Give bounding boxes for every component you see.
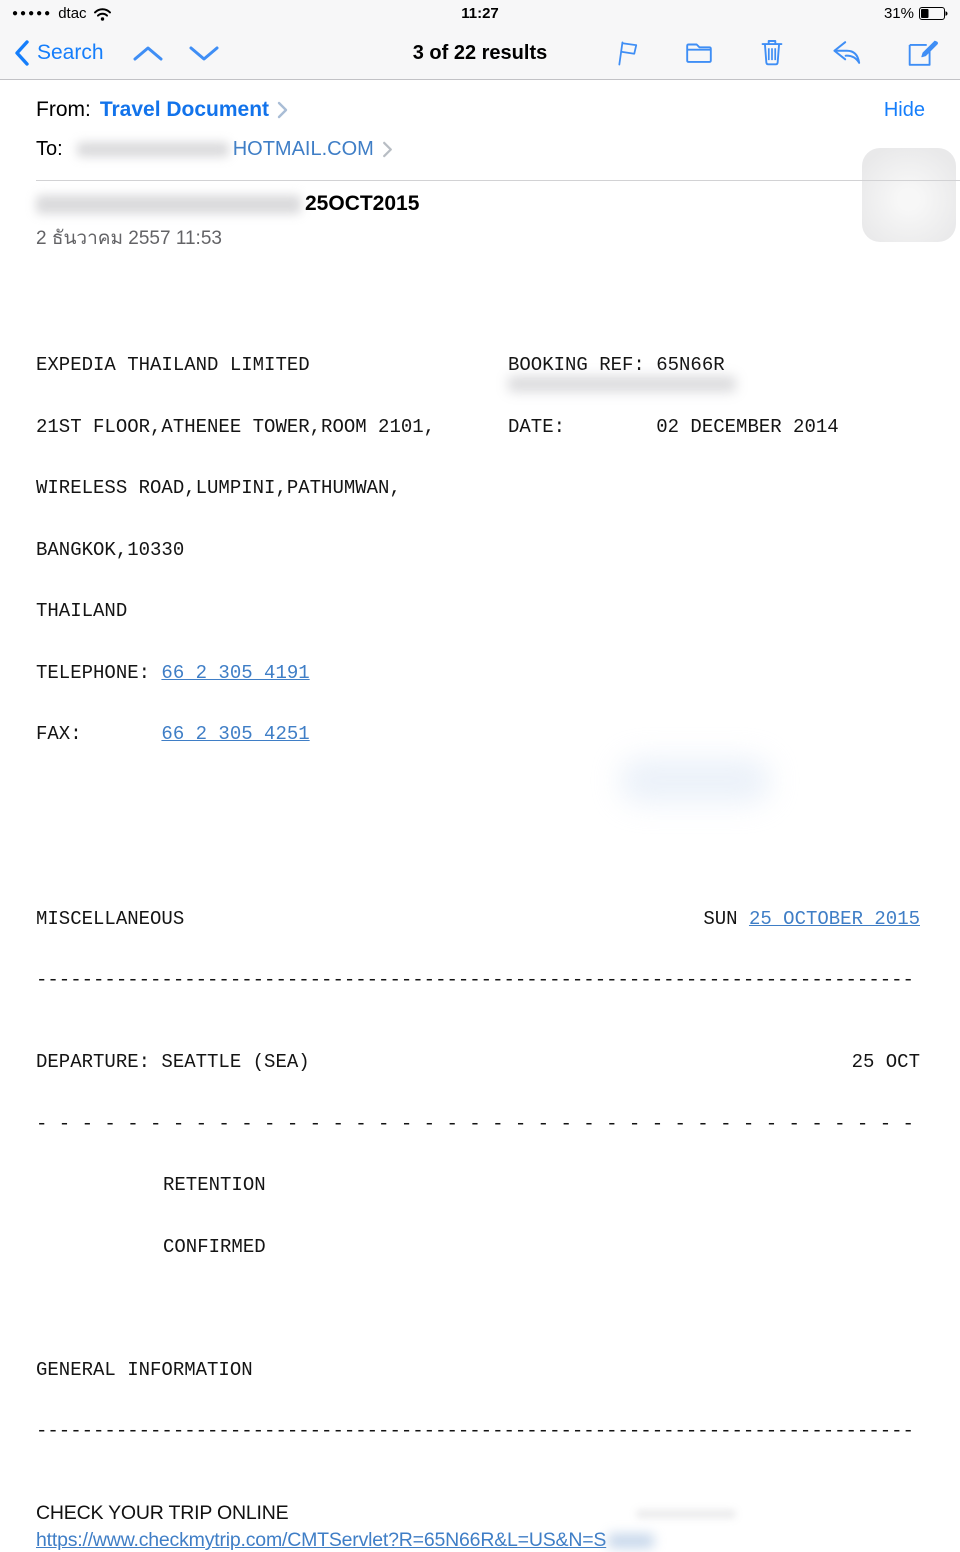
redacted-check-blur xyxy=(636,1510,736,1518)
flag-icon xyxy=(610,36,642,70)
redacted-url-tail-blur xyxy=(608,1534,654,1548)
redacted-passenger-blur xyxy=(508,376,736,392)
divider-dashes: ----------------------------------------------------------------------------- xyxy=(36,1420,914,1442)
recipient-detail-chevron-icon[interactable] xyxy=(382,141,393,158)
header-divider xyxy=(36,180,960,181)
address-line: 21ST FLOOR,ATHENEE TOWER,ROOM 2101, xyxy=(36,415,436,438)
sender-detail-chevron-icon[interactable] xyxy=(277,101,288,119)
battery-icon xyxy=(919,7,948,20)
compose-button[interactable] xyxy=(904,35,940,71)
attachment-thumbnail[interactable] xyxy=(862,148,956,242)
telephone-label: TELEPHONE: xyxy=(36,661,162,684)
departure-date: 25 OCT xyxy=(851,1051,920,1073)
telephone-link[interactable]: 66 2 305 4191 xyxy=(161,661,310,684)
redacted-subject-blur xyxy=(36,195,301,214)
miscellaneous-label: MISCELLANEOUS xyxy=(36,907,185,930)
miscellaneous-row xyxy=(36,909,920,930)
from-label: From: xyxy=(36,98,91,121)
message-header xyxy=(0,80,960,273)
booking-ref-block xyxy=(508,314,839,499)
miscellaneous-date xyxy=(703,909,920,930)
hide-details-button[interactable]: Hide xyxy=(883,98,925,121)
booking-ref-line: BOOKING REF: 65N66R xyxy=(508,354,725,376)
mail-toolbar xyxy=(0,27,960,80)
address-booking-block xyxy=(36,314,920,806)
results-count-title: 3 of 22 results xyxy=(412,41,548,64)
move-to-folder-button[interactable] xyxy=(682,36,716,70)
check-trip-label: CHECK YOUR TRIP ONLINE xyxy=(36,1502,289,1524)
to-label: To: xyxy=(36,138,63,160)
flag-message-button[interactable] xyxy=(610,36,642,70)
folder-icon xyxy=(682,36,716,70)
email-body xyxy=(36,273,920,1462)
retention-line: RETENTION xyxy=(163,1174,266,1196)
delete-message-button[interactable] xyxy=(755,35,789,71)
misc-day-label: SUN xyxy=(703,907,749,930)
address-line: EXPEDIA THAILAND LIMITED xyxy=(36,354,310,376)
fax-link[interactable]: 66 2 305 4251 xyxy=(161,723,310,745)
address-line: WIRELESS ROAD,LUMPINI,PATHUMWAN, xyxy=(36,477,401,499)
carrier-label: dtac xyxy=(58,5,87,22)
battery-percent-label: 31% xyxy=(883,5,914,22)
reply-arrow-icon xyxy=(829,37,865,69)
compose-icon xyxy=(904,35,940,71)
back-button-label: Search xyxy=(37,41,104,64)
cell-signal-icon: ●●●●● xyxy=(12,8,53,19)
general-information-label: GENERAL INFORMATION xyxy=(36,1358,253,1381)
address-line: BANGKOK,10330 xyxy=(36,538,185,561)
checkmytrip-url-link[interactable]: https://www.checkmytrip.com/CMTServlet?R=65N66R&L=US&N=S xyxy=(36,1529,607,1551)
check-trip-section xyxy=(36,1502,960,1552)
trash-icon xyxy=(755,35,789,71)
telephone-line xyxy=(36,663,920,684)
divider-spaced-dashes: - - - - - - - - - - - - - - - - - - - - - - - - - - - - - - - - - - - - - - - xyxy=(36,1112,914,1135)
confirmed-line: CONFIRMED xyxy=(163,1235,266,1258)
message-date: 2 ธันวาคม 2557 11:53 xyxy=(36,228,222,249)
redacted-bottom-blur xyxy=(620,758,770,803)
departure-row xyxy=(36,1052,920,1073)
reply-button[interactable] xyxy=(829,37,865,69)
departure-label: DEPARTURE: SEATTLE (SEA) xyxy=(36,1051,310,1073)
recipient-address[interactable]: HOTMAIL.COM xyxy=(232,138,374,160)
subject-text: 25OCT2015 xyxy=(305,192,420,215)
divider-dashes: ----------------------------------------------------------------------------- xyxy=(36,969,914,991)
misc-date-link[interactable]: 25 OCTOBER 2015 xyxy=(748,907,920,930)
redacted-recipient-blur xyxy=(77,142,229,157)
status-time: 11:27 xyxy=(461,5,499,22)
sender-name[interactable]: Travel Document xyxy=(99,98,270,121)
address-line: THAILAND xyxy=(36,600,128,622)
fax-line xyxy=(36,724,920,745)
status-bar xyxy=(0,0,960,27)
fax-label: FAX: xyxy=(36,723,162,745)
booking-date-line: DATE: 02 DECEMBER 2014 xyxy=(508,415,839,438)
